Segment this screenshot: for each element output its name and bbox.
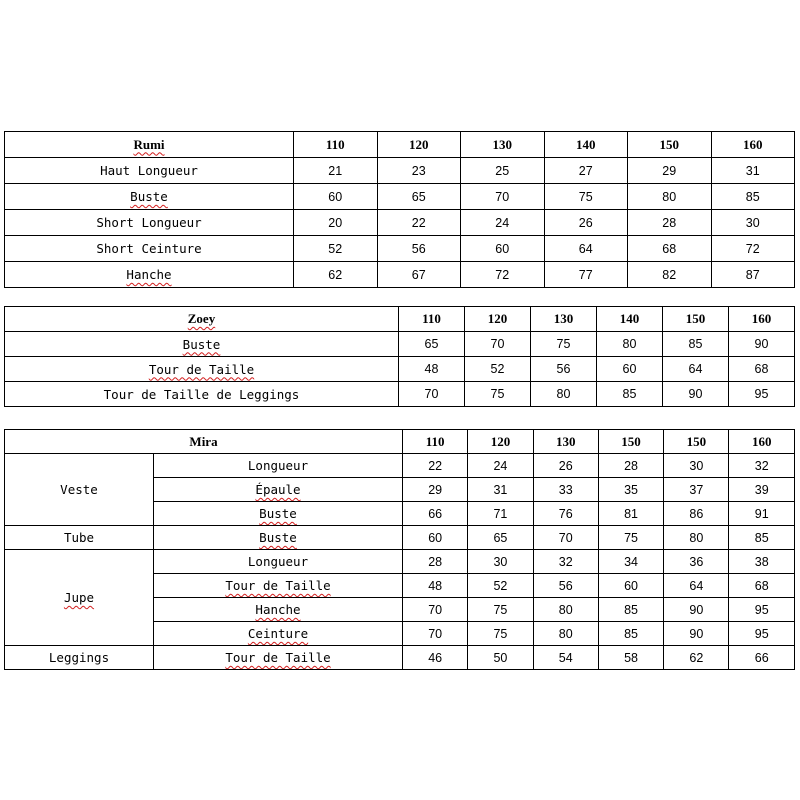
measurement-value: 72 [711,236,795,262]
measurement-value: 34 [598,550,663,574]
measurement-value: 38 [729,550,795,574]
table-row [5,526,795,550]
measurement-value: 31 [711,158,795,184]
measurement-value: 30 [468,550,533,574]
measurement-value: 77 [544,262,628,288]
measurement-value: 70 [461,184,545,210]
measurement-value: 24 [461,210,545,236]
size-header: 140 [597,307,663,332]
measurement-value: 58 [598,646,663,670]
mira-title: Mira [5,430,403,454]
measurement-value: 87 [711,262,795,288]
measurement-value: 35 [598,478,663,502]
rumi-title: Rumi [5,132,294,158]
measurement-value: 64 [544,236,628,262]
measurement-value: 80 [531,382,597,407]
table-row [5,236,795,262]
measurement-value: 86 [664,502,729,526]
garment-group-label: Leggings [5,646,154,670]
size-header: 150 [663,307,729,332]
measurement-value: 75 [598,526,663,550]
size-header: 160 [711,132,795,158]
measurement-value: 39 [729,478,795,502]
table-row [5,454,795,478]
size-header: 160 [729,430,795,454]
measurement-value: 32 [729,454,795,478]
measurement-value: 72 [461,262,545,288]
measurement-value: 52 [468,574,533,598]
measurement-value: 21 [294,158,378,184]
measurement-value: 90 [663,382,729,407]
measurement-value: 48 [403,574,468,598]
rumi-header-row [5,132,795,158]
measurement-value: 20 [294,210,378,236]
measurement-value: 70 [533,526,598,550]
measurement-value: 75 [531,332,597,357]
measurement-value: 66 [403,502,468,526]
measurement-value: 30 [711,210,795,236]
measurement-label: Tour de Taille [154,574,403,598]
size-header: 120 [468,430,533,454]
measurement-value: 46 [403,646,468,670]
size-header: 150 [628,132,712,158]
measurement-value: 27 [544,158,628,184]
measurement-value: 22 [403,454,468,478]
measurement-value: 60 [461,236,545,262]
measurement-value: 60 [403,526,468,550]
measurement-label: Tour de Taille de Leggings [5,382,399,407]
measurement-value: 22 [377,210,461,236]
table-row [5,550,795,574]
measurement-value: 71 [468,502,533,526]
size-header: 140 [544,132,628,158]
measurement-value: 68 [729,357,795,382]
measurement-label: Tour de Taille [154,646,403,670]
measurement-value: 29 [628,158,712,184]
measurement-value: 80 [533,622,598,646]
measurement-value: 26 [544,210,628,236]
measurement-label: Buste [154,526,403,550]
measurement-value: 95 [729,382,795,407]
measurement-value: 67 [377,262,461,288]
measurement-value: 64 [664,574,729,598]
measurement-value: 95 [729,622,795,646]
measurement-label: Ceinture [154,622,403,646]
measurement-label: Longueur [154,454,403,478]
measurement-value: 85 [598,598,663,622]
measurement-value: 50 [468,646,533,670]
measurement-value: 80 [628,184,712,210]
measurement-value: 70 [403,622,468,646]
measurement-value: 56 [377,236,461,262]
measurement-value: 56 [531,357,597,382]
table-row [5,357,795,382]
measurement-value: 90 [664,622,729,646]
table-row [5,184,795,210]
size-header: 150 [598,430,663,454]
measurement-label: Hanche [5,262,294,288]
table-row [5,646,795,670]
measurement-value: 90 [729,332,795,357]
table-row [5,262,795,288]
measurement-value: 66 [729,646,795,670]
measurement-value: 91 [729,502,795,526]
measurement-value: 80 [597,332,663,357]
measurement-value: 60 [598,574,663,598]
measurement-value: 75 [465,382,531,407]
table-row [5,158,795,184]
measurement-value: 48 [399,357,465,382]
measurement-value: 70 [399,382,465,407]
measurement-value: 29 [403,478,468,502]
measurement-label: Buste [154,502,403,526]
measurement-value: 37 [664,478,729,502]
measurement-value: 85 [729,526,795,550]
measurement-value: 28 [628,210,712,236]
measurement-value: 28 [403,550,468,574]
measurement-value: 52 [465,357,531,382]
garment-group-label: Jupe [5,550,154,646]
measurement-value: 65 [377,184,461,210]
garment-group-label: Veste [5,454,154,526]
measurement-value: 56 [533,574,598,598]
table-row [5,332,795,357]
measurement-value: 70 [403,598,468,622]
measurement-value: 64 [663,357,729,382]
size-header: 160 [729,307,795,332]
measurement-value: 31 [468,478,533,502]
measurement-value: 75 [544,184,628,210]
size-header: 110 [403,430,468,454]
measurement-value: 28 [598,454,663,478]
measurement-value: 90 [664,598,729,622]
measurement-value: 54 [533,646,598,670]
table-row [5,382,795,407]
measurement-value: 62 [664,646,729,670]
size-header: 130 [461,132,545,158]
size-header: 110 [294,132,378,158]
measurement-value: 30 [664,454,729,478]
measurement-value: 85 [663,332,729,357]
measurement-value: 65 [468,526,533,550]
measurement-value: 82 [628,262,712,288]
measurement-value: 85 [711,184,795,210]
measurement-label: Short Longueur [5,210,294,236]
size-header: 120 [377,132,461,158]
measurement-label: Short Ceinture [5,236,294,262]
measurement-value: 81 [598,502,663,526]
measurement-value: 76 [533,502,598,526]
size-header: 120 [465,307,531,332]
measurement-value: 23 [377,158,461,184]
measurement-value: 75 [468,622,533,646]
measurement-value: 60 [597,357,663,382]
measurement-value: 36 [664,550,729,574]
measurement-value: 85 [597,382,663,407]
mira-header-row [5,430,795,454]
measurement-value: 68 [628,236,712,262]
measurement-value: 26 [533,454,598,478]
size-header: 110 [399,307,465,332]
measurement-value: 32 [533,550,598,574]
measurement-value: 85 [598,622,663,646]
measurement-label: Longueur [154,550,403,574]
measurement-value: 80 [664,526,729,550]
measurement-value: 80 [533,598,598,622]
table-row [5,210,795,236]
zoey-size-table [4,306,795,407]
measurement-label: Tour de Taille [5,357,399,382]
measurement-value: 68 [729,574,795,598]
measurement-label: Buste [5,332,399,357]
measurement-value: 60 [294,184,378,210]
measurement-value: 95 [729,598,795,622]
measurement-value: 65 [399,332,465,357]
measurement-value: 62 [294,262,378,288]
size-header: 130 [531,307,597,332]
garment-group-label: Tube [5,526,154,550]
measurement-value: 52 [294,236,378,262]
zoey-title: Zoey [5,307,399,332]
size-header: 130 [533,430,598,454]
measurement-label: Hanche [154,598,403,622]
size-header: 150 [664,430,729,454]
measurement-value: 33 [533,478,598,502]
zoey-header-row [5,307,795,332]
rumi-size-table [4,131,795,288]
measurement-value: 70 [465,332,531,357]
measurement-label: Haut Longueur [5,158,294,184]
measurement-value: 75 [468,598,533,622]
measurement-label: Buste [5,184,294,210]
measurement-value: 24 [468,454,533,478]
mira-size-table [4,429,795,670]
measurement-value: 25 [461,158,545,184]
measurement-label: Épaule [154,478,403,502]
